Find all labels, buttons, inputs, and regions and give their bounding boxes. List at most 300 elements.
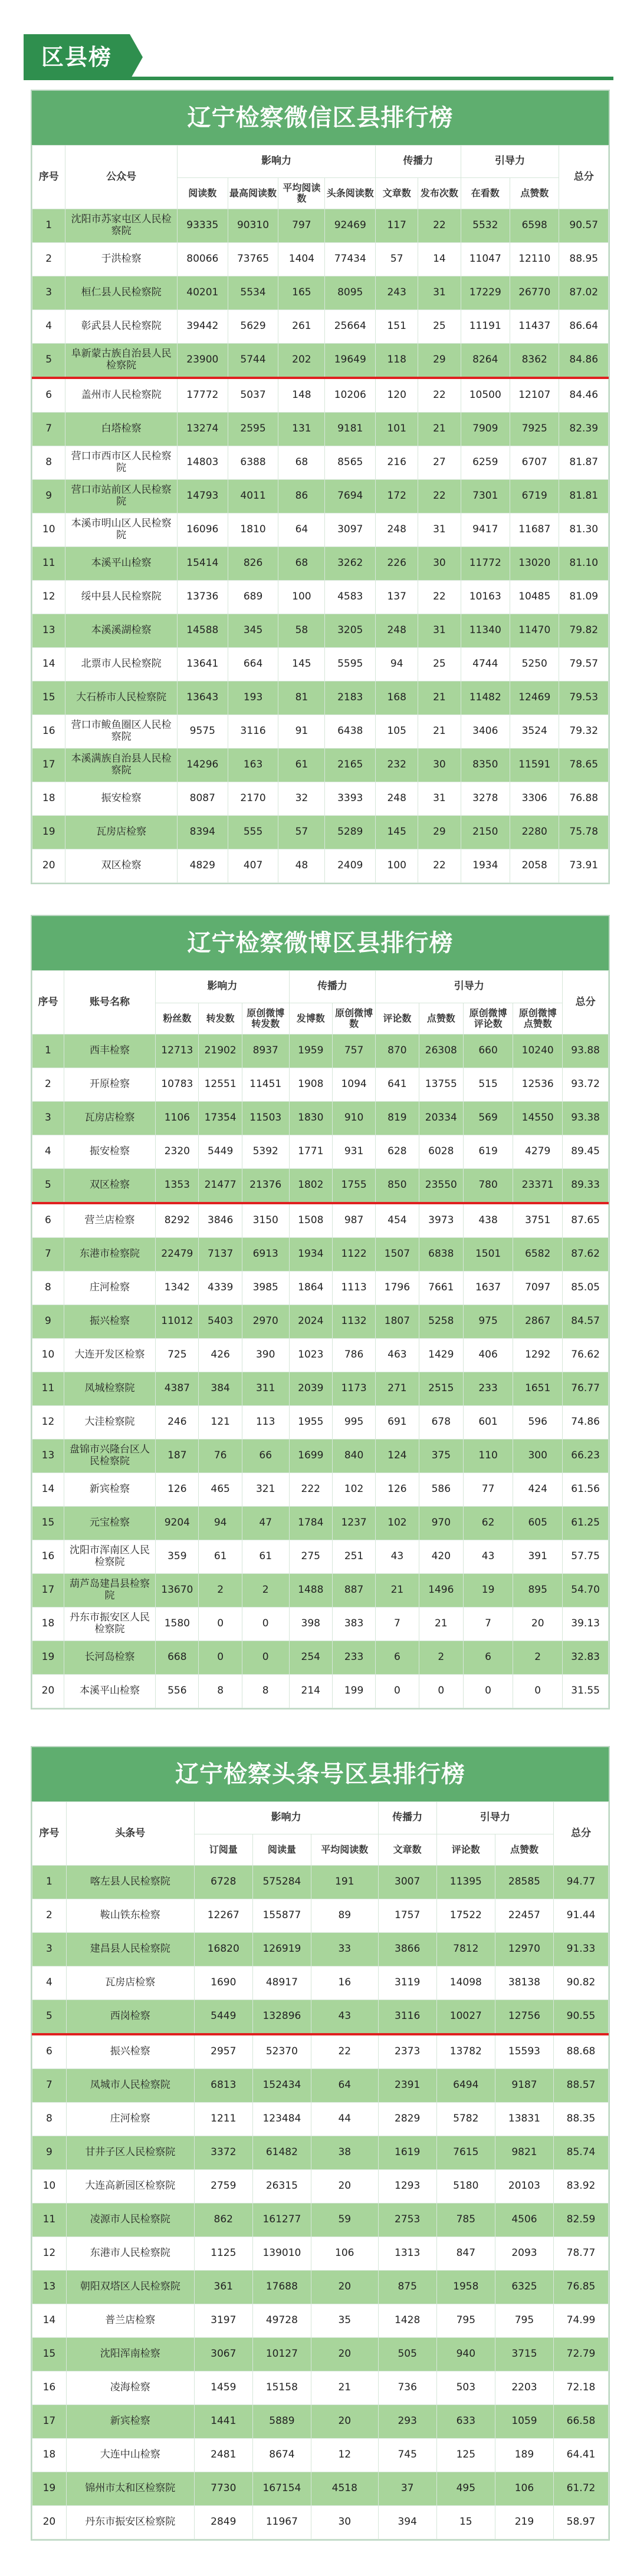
cell-value: 17354 — [199, 1102, 242, 1135]
header-spread: 传播力 — [376, 146, 461, 178]
cell-value: 11340 — [461, 614, 510, 648]
cell-value: 16820 — [194, 1933, 252, 1966]
cell-value: 2320 — [156, 1135, 199, 1169]
subheader: 点赞数 — [510, 178, 559, 209]
cell-rank: 15 — [32, 681, 65, 715]
cell-total-score: 85.05 — [563, 1271, 609, 1305]
cell-total-score: 61.25 — [563, 1507, 609, 1540]
cell-total-score: 86.64 — [559, 310, 609, 344]
table-row — [32, 2439, 609, 2472]
cell-value: 5744 — [228, 344, 278, 378]
cell-value: 1699 — [289, 1439, 332, 1473]
header-guidance: 引导力 — [461, 146, 559, 178]
cell-value: 61 — [242, 1540, 289, 1574]
cell-value: 271 — [376, 1372, 419, 1406]
cell-value: 233 — [464, 1372, 513, 1406]
cell-value: 66 — [242, 1439, 289, 1473]
cell-rank: 16 — [32, 2371, 67, 2405]
cell-value: 7812 — [436, 1933, 495, 1966]
cell-value: 8264 — [461, 344, 510, 378]
cell-value: 226 — [376, 547, 418, 581]
cell-value: 168 — [376, 681, 418, 715]
cell-value: 1342 — [156, 1271, 199, 1305]
cell-value: 2829 — [378, 2103, 436, 2136]
cell-total-score: 82.39 — [559, 413, 609, 446]
cell-value: 251 — [332, 1540, 375, 1574]
table-row — [32, 581, 609, 614]
cell-total-score: 93.38 — [563, 1102, 609, 1135]
cell-total-score: 58.97 — [554, 2506, 609, 2539]
cell-value: 6 — [464, 1641, 513, 1675]
cell-value: 1113 — [332, 1271, 375, 1305]
cell-value: 23371 — [513, 1169, 563, 1204]
cell-value: 300 — [513, 1439, 563, 1473]
cell-value: 48917 — [252, 1966, 311, 2000]
cell-value: 1173 — [332, 1372, 375, 1406]
section-title: 区县榜 — [24, 34, 130, 80]
cell-value: 745 — [378, 2439, 436, 2472]
cell-account-name: 盖州市人民检察院 — [65, 378, 178, 413]
cell-total-score: 88.68 — [554, 2034, 609, 2069]
cell-value: 11687 — [510, 513, 559, 547]
cell-total-score: 90.55 — [554, 2000, 609, 2035]
subheader: 文章数 — [378, 1834, 436, 1866]
cell-value: 505 — [378, 2338, 436, 2371]
table-row — [32, 648, 609, 681]
cell-value: 77434 — [325, 243, 376, 276]
cell-value: 13020 — [510, 547, 559, 581]
cell-value: 3985 — [242, 1271, 289, 1305]
cell-value: 37 — [378, 2472, 436, 2506]
table-body — [32, 1866, 609, 2539]
cell-value: 243 — [376, 276, 418, 310]
cell-value: 2203 — [495, 2371, 553, 2405]
cell-value: 11191 — [461, 310, 510, 344]
cell-value: 691 — [376, 1406, 419, 1439]
cell-value: 797 — [278, 209, 325, 243]
cell-total-score: 72.18 — [554, 2371, 609, 2405]
cell-value: 80066 — [177, 243, 228, 276]
cell-value: 93335 — [177, 209, 228, 243]
cell-value: 22 — [311, 2034, 378, 2069]
cell-value: 569 — [464, 1102, 513, 1135]
cell-rank: 16 — [32, 715, 65, 749]
cell-value: 25 — [418, 648, 461, 681]
cell-value: 10027 — [436, 2000, 495, 2035]
cell-total-score: 87.62 — [563, 1238, 609, 1271]
cell-value: 5250 — [510, 648, 559, 681]
header-total: 总分 — [554, 1802, 609, 1866]
cell-value: 59 — [311, 2203, 378, 2237]
cell-account-name: 本溪平山检察 — [65, 547, 178, 581]
cell-total-score: 79.57 — [559, 648, 609, 681]
cell-rank: 8 — [32, 2103, 67, 2136]
cell-value: 7694 — [325, 480, 376, 513]
cell-account-name: 阜新蒙古族自治县人民检察院 — [65, 344, 178, 378]
cell-value: 9187 — [495, 2069, 553, 2103]
cell-value: 3116 — [228, 715, 278, 749]
cell-value: 605 — [513, 1507, 563, 1540]
table-row — [32, 1899, 609, 1933]
cell-value: 840 — [332, 1439, 375, 1473]
cell-value: 106 — [495, 2472, 553, 2506]
cell-value: 13641 — [177, 648, 228, 681]
cell-account-name: 大连高新园区检察院 — [66, 2170, 194, 2203]
cell-account-name: 新宾检察 — [66, 2405, 194, 2439]
cell-value: 1501 — [464, 1238, 513, 1271]
cell-total-score: 88.95 — [559, 243, 609, 276]
cell-value: 22 — [418, 480, 461, 513]
cell-account-name: 凌源市人民检察院 — [66, 2203, 194, 2237]
cell-value: 30 — [418, 749, 461, 782]
cell-value: 10206 — [325, 378, 376, 413]
cell-value: 232 — [376, 749, 418, 782]
cell-total-score: 81.87 — [559, 446, 609, 480]
cell-value: 6813 — [194, 2069, 252, 2103]
table-body — [32, 1035, 609, 1708]
header-name: 账号名称 — [64, 971, 155, 1035]
table-row — [32, 749, 609, 782]
cell-value: 3973 — [419, 1203, 463, 1238]
cell-value: 0 — [376, 1675, 419, 1708]
cell-rank: 19 — [32, 816, 65, 849]
cell-value: 14 — [418, 243, 461, 276]
cell-value: 121 — [199, 1406, 242, 1439]
subheader: 平均阅读数 — [311, 1834, 378, 1866]
cell-value: 248 — [376, 513, 418, 547]
cell-account-name: 双区检察 — [65, 849, 178, 883]
cell-value: 6913 — [242, 1238, 289, 1271]
cell-value: 32 — [278, 782, 325, 816]
cell-total-score: 91.44 — [554, 1899, 609, 1933]
cell-value: 420 — [419, 1540, 463, 1574]
cell-value: 940 — [436, 2338, 495, 2371]
cell-value: 90310 — [228, 209, 278, 243]
cell-value: 0 — [419, 1675, 463, 1708]
cell-value: 586 — [419, 1473, 463, 1507]
cell-value: 29 — [418, 816, 461, 849]
cell-rank: 14 — [32, 648, 65, 681]
cell-value: 61 — [199, 1540, 242, 1574]
cell-value: 248 — [376, 614, 418, 648]
cell-value: 1059 — [495, 2405, 553, 2439]
table-row — [32, 1238, 609, 1271]
cell-value: 7909 — [461, 413, 510, 446]
cell-value: 57 — [376, 243, 418, 276]
table-row — [32, 2338, 609, 2371]
cell-rank: 20 — [32, 2506, 67, 2539]
cell-value: 628 — [376, 1135, 419, 1169]
cell-value: 2 — [419, 1641, 463, 1675]
cell-value: 126 — [156, 1473, 199, 1507]
cell-value: 1755 — [332, 1169, 375, 1204]
cell-value: 145 — [376, 816, 418, 849]
cell-value: 9204 — [156, 1507, 199, 1540]
table-row — [32, 1574, 609, 1607]
cell-rank: 19 — [32, 2472, 67, 2506]
cell-value: 77 — [464, 1473, 513, 1507]
cell-value: 359 — [156, 1540, 199, 1574]
cell-rank: 7 — [32, 413, 65, 446]
cell-rank: 2 — [32, 1899, 67, 1933]
cell-rank: 7 — [32, 2069, 67, 2103]
cell-value: 22 — [418, 378, 461, 413]
cell-value: 970 — [419, 1507, 463, 1540]
board-title: 辽宁检察微信区县排行榜 — [32, 91, 609, 145]
cell-value: 641 — [376, 1068, 419, 1102]
cell-total-score: 84.46 — [559, 378, 609, 413]
cell-value: 1958 — [436, 2271, 495, 2304]
table-row — [32, 1607, 609, 1641]
header-rank: 序号 — [32, 146, 65, 209]
cell-value: 1237 — [332, 1507, 375, 1540]
cell-value: 246 — [156, 1406, 199, 1439]
table-row — [32, 1305, 609, 1339]
cell-account-name: 新宾检察 — [64, 1473, 155, 1507]
cell-account-name: 振兴检察 — [66, 2034, 194, 2069]
cell-value: 7 — [464, 1607, 513, 1641]
table-row — [32, 1540, 609, 1574]
cell-value: 2150 — [461, 816, 510, 849]
cell-account-name: 大洼检察院 — [64, 1406, 155, 1439]
cell-total-score: 89.45 — [563, 1135, 609, 1169]
cell-rank: 6 — [32, 1203, 64, 1238]
subheader: 发布次数 — [418, 178, 461, 209]
cell-value: 664 — [228, 648, 278, 681]
cell-rank: 20 — [32, 1675, 64, 1708]
header-spread: 传播力 — [378, 1802, 436, 1834]
cell-value: 2 — [242, 1574, 289, 1607]
cell-value: 11437 — [510, 310, 559, 344]
cell-value: 4506 — [495, 2203, 553, 2237]
cell-account-name: 东港市检察院 — [64, 1238, 155, 1271]
cell-account-name: 鞍山铁东检察 — [66, 1899, 194, 1933]
cell-rank: 6 — [32, 2034, 67, 2069]
cell-value: 3372 — [194, 2136, 252, 2170]
cell-value: 73765 — [228, 243, 278, 276]
cell-value: 11772 — [461, 547, 510, 581]
cell-value: 1784 — [289, 1507, 332, 1540]
cell-value: 102 — [376, 1507, 419, 1540]
cell-value: 6028 — [419, 1135, 463, 1169]
cell-total-score: 81.81 — [559, 480, 609, 513]
cell-total-score: 66.58 — [554, 2405, 609, 2439]
cell-value: 556 — [156, 1675, 199, 1708]
table-row — [32, 413, 609, 446]
cell-value: 2093 — [495, 2237, 553, 2271]
cell-total-score: 39.13 — [563, 1607, 609, 1641]
cell-value: 406 — [464, 1339, 513, 1372]
cell-value: 4829 — [177, 849, 228, 883]
cell-total-score: 61.72 — [554, 2472, 609, 2506]
weibo-ranking-board — [31, 915, 610, 1709]
table-row — [32, 446, 609, 480]
cell-account-name: 大连中山检察 — [66, 2439, 194, 2472]
cell-value: 1429 — [419, 1339, 463, 1372]
table-row — [32, 816, 609, 849]
cell-value: 0 — [199, 1641, 242, 1675]
cell-value: 222 — [289, 1473, 332, 1507]
table-row — [32, 243, 609, 276]
cell-value: 199 — [332, 1675, 375, 1708]
subheader: 平均阅读数 — [278, 178, 325, 209]
cell-value: 2753 — [378, 2203, 436, 2237]
cell-value: 26308 — [419, 1035, 463, 1068]
header-guidance: 引导力 — [376, 971, 563, 1003]
header-name: 公众号 — [65, 146, 178, 209]
cell-value: 43 — [311, 2000, 378, 2035]
cell-value: 398 — [289, 1607, 332, 1641]
cell-value: 6728 — [194, 1866, 252, 1899]
cell-value: 601 — [464, 1406, 513, 1439]
cell-value: 438 — [464, 1203, 513, 1238]
cell-value: 6707 — [510, 446, 559, 480]
cell-total-score: 32.83 — [563, 1641, 609, 1675]
cell-account-name: 开原检察 — [64, 1068, 155, 1102]
cell-value: 12110 — [510, 243, 559, 276]
cell-account-name: 瓦房店检察 — [66, 1966, 194, 2000]
cell-value: 689 — [228, 581, 278, 614]
section-title-underline — [130, 77, 613, 80]
cell-total-score: 78.65 — [559, 749, 609, 782]
cell-value: 2957 — [194, 2034, 252, 2069]
cell-value: 6598 — [510, 209, 559, 243]
cell-value: 786 — [332, 1339, 375, 1372]
cell-rank: 12 — [32, 581, 65, 614]
cell-rank: 18 — [32, 1607, 64, 1641]
cell-value: 38 — [311, 2136, 378, 2170]
table-row — [32, 2237, 609, 2271]
cell-value: 870 — [376, 1035, 419, 1068]
cell-value: 465 — [199, 1473, 242, 1507]
cell-value: 1428 — [378, 2304, 436, 2338]
cell-value: 21376 — [242, 1169, 289, 1204]
cell-total-score: 94.77 — [554, 1866, 609, 1899]
cell-account-name: 振安检察 — [65, 782, 178, 816]
cell-value: 22 — [418, 581, 461, 614]
cell-value: 2970 — [242, 1305, 289, 1339]
cell-value: 1810 — [228, 513, 278, 547]
cell-rank: 5 — [32, 1169, 64, 1204]
cell-value: 31 — [418, 276, 461, 310]
cell-value: 1353 — [156, 1169, 199, 1204]
cell-value: 1690 — [194, 1966, 252, 2000]
cell-value: 20 — [311, 2405, 378, 2439]
cell-value: 987 — [332, 1203, 375, 1238]
cell-value: 391 — [513, 1540, 563, 1574]
cell-account-name: 西丰检察 — [64, 1035, 155, 1068]
cell-value: 17772 — [177, 378, 228, 413]
cell-value: 126 — [376, 1473, 419, 1507]
table-row — [32, 681, 609, 715]
cell-value: 8 — [199, 1675, 242, 1708]
cell-rank: 11 — [32, 1372, 64, 1406]
board-title: 辽宁检察微博区县排行榜 — [32, 916, 609, 970]
cell-value: 21 — [311, 2371, 378, 2405]
table-row — [32, 1439, 609, 1473]
cell-value: 47 — [242, 1507, 289, 1540]
cell-value: 2 — [199, 1574, 242, 1607]
table-row — [32, 1068, 609, 1102]
table-row — [32, 2136, 609, 2170]
cell-value: 9417 — [461, 513, 510, 547]
subheader: 粉丝数 — [156, 1003, 199, 1035]
cell-value: 6438 — [325, 715, 376, 749]
cell-account-name: 营口市西市区人民检察院 — [65, 446, 178, 480]
cell-value: 1441 — [194, 2405, 252, 2439]
cell-value: 13643 — [177, 681, 228, 715]
cell-total-score: 87.02 — [559, 276, 609, 310]
cell-value: 1313 — [378, 2237, 436, 2271]
cell-value: 463 — [376, 1339, 419, 1372]
cell-value: 16 — [311, 1966, 378, 2000]
cell-total-score: 74.86 — [563, 1406, 609, 1439]
cell-total-score: 88.35 — [554, 2103, 609, 2136]
cell-value: 5889 — [252, 2405, 311, 2439]
cell-rank: 18 — [32, 2439, 67, 2472]
cell-value: 31 — [418, 513, 461, 547]
cell-total-score: 31.55 — [563, 1675, 609, 1708]
cell-value: 86 — [278, 480, 325, 513]
table-row — [32, 2304, 609, 2338]
cell-value: 1934 — [289, 1238, 332, 1271]
cell-value: 660 — [464, 1035, 513, 1068]
cell-total-score: 85.74 — [554, 2136, 609, 2170]
cell-value: 187 — [156, 1439, 199, 1473]
cell-value: 8937 — [242, 1035, 289, 1068]
cell-value: 321 — [242, 1473, 289, 1507]
table-row — [32, 1675, 609, 1708]
cell-value: 68 — [278, 446, 325, 480]
cell-value: 15 — [436, 2506, 495, 2539]
cell-value: 44 — [311, 2103, 378, 2136]
cell-rank: 18 — [32, 782, 65, 816]
cell-value: 503 — [436, 2371, 495, 2405]
subheader: 阅读数 — [177, 178, 228, 209]
cell-account-name: 桓仁县人民检察院 — [65, 276, 178, 310]
cell-account-name: 于洪检察 — [65, 243, 178, 276]
header-rank: 序号 — [32, 1802, 67, 1866]
cell-value: 5449 — [194, 2000, 252, 2035]
cell-value: 14098 — [436, 1966, 495, 2000]
cell-value: 14588 — [177, 614, 228, 648]
cell-value: 5449 — [199, 1135, 242, 1169]
cell-value: 100 — [376, 849, 418, 883]
cell-account-name: 瓦房店检察 — [65, 816, 178, 849]
cell-value: 106 — [311, 2237, 378, 2271]
subheader: 在看数 — [461, 178, 510, 209]
cell-value: 131 — [278, 413, 325, 446]
cell-value: 35 — [311, 2304, 378, 2338]
cell-value: 3306 — [510, 782, 559, 816]
cell-account-name: 营口市站前区人民检察院 — [65, 480, 178, 513]
cell-value: 189 — [495, 2439, 553, 2472]
cell-rank: 1 — [32, 1866, 67, 1899]
cell-value: 13736 — [177, 581, 228, 614]
cell-account-name: 大连开发区检察 — [64, 1339, 155, 1372]
cell-value: 345 — [228, 614, 278, 648]
cell-total-score: 91.33 — [554, 1933, 609, 1966]
cell-value: 126919 — [252, 1933, 311, 1966]
cell-value: 30 — [418, 547, 461, 581]
cell-value: 3278 — [461, 782, 510, 816]
cell-value: 407 — [228, 849, 278, 883]
cell-value: 10485 — [510, 581, 559, 614]
cell-value: 10783 — [156, 1068, 199, 1102]
weibo-ranking-table — [32, 970, 609, 1708]
cell-value: 8674 — [252, 2439, 311, 2472]
cell-value: 780 — [464, 1169, 513, 1204]
